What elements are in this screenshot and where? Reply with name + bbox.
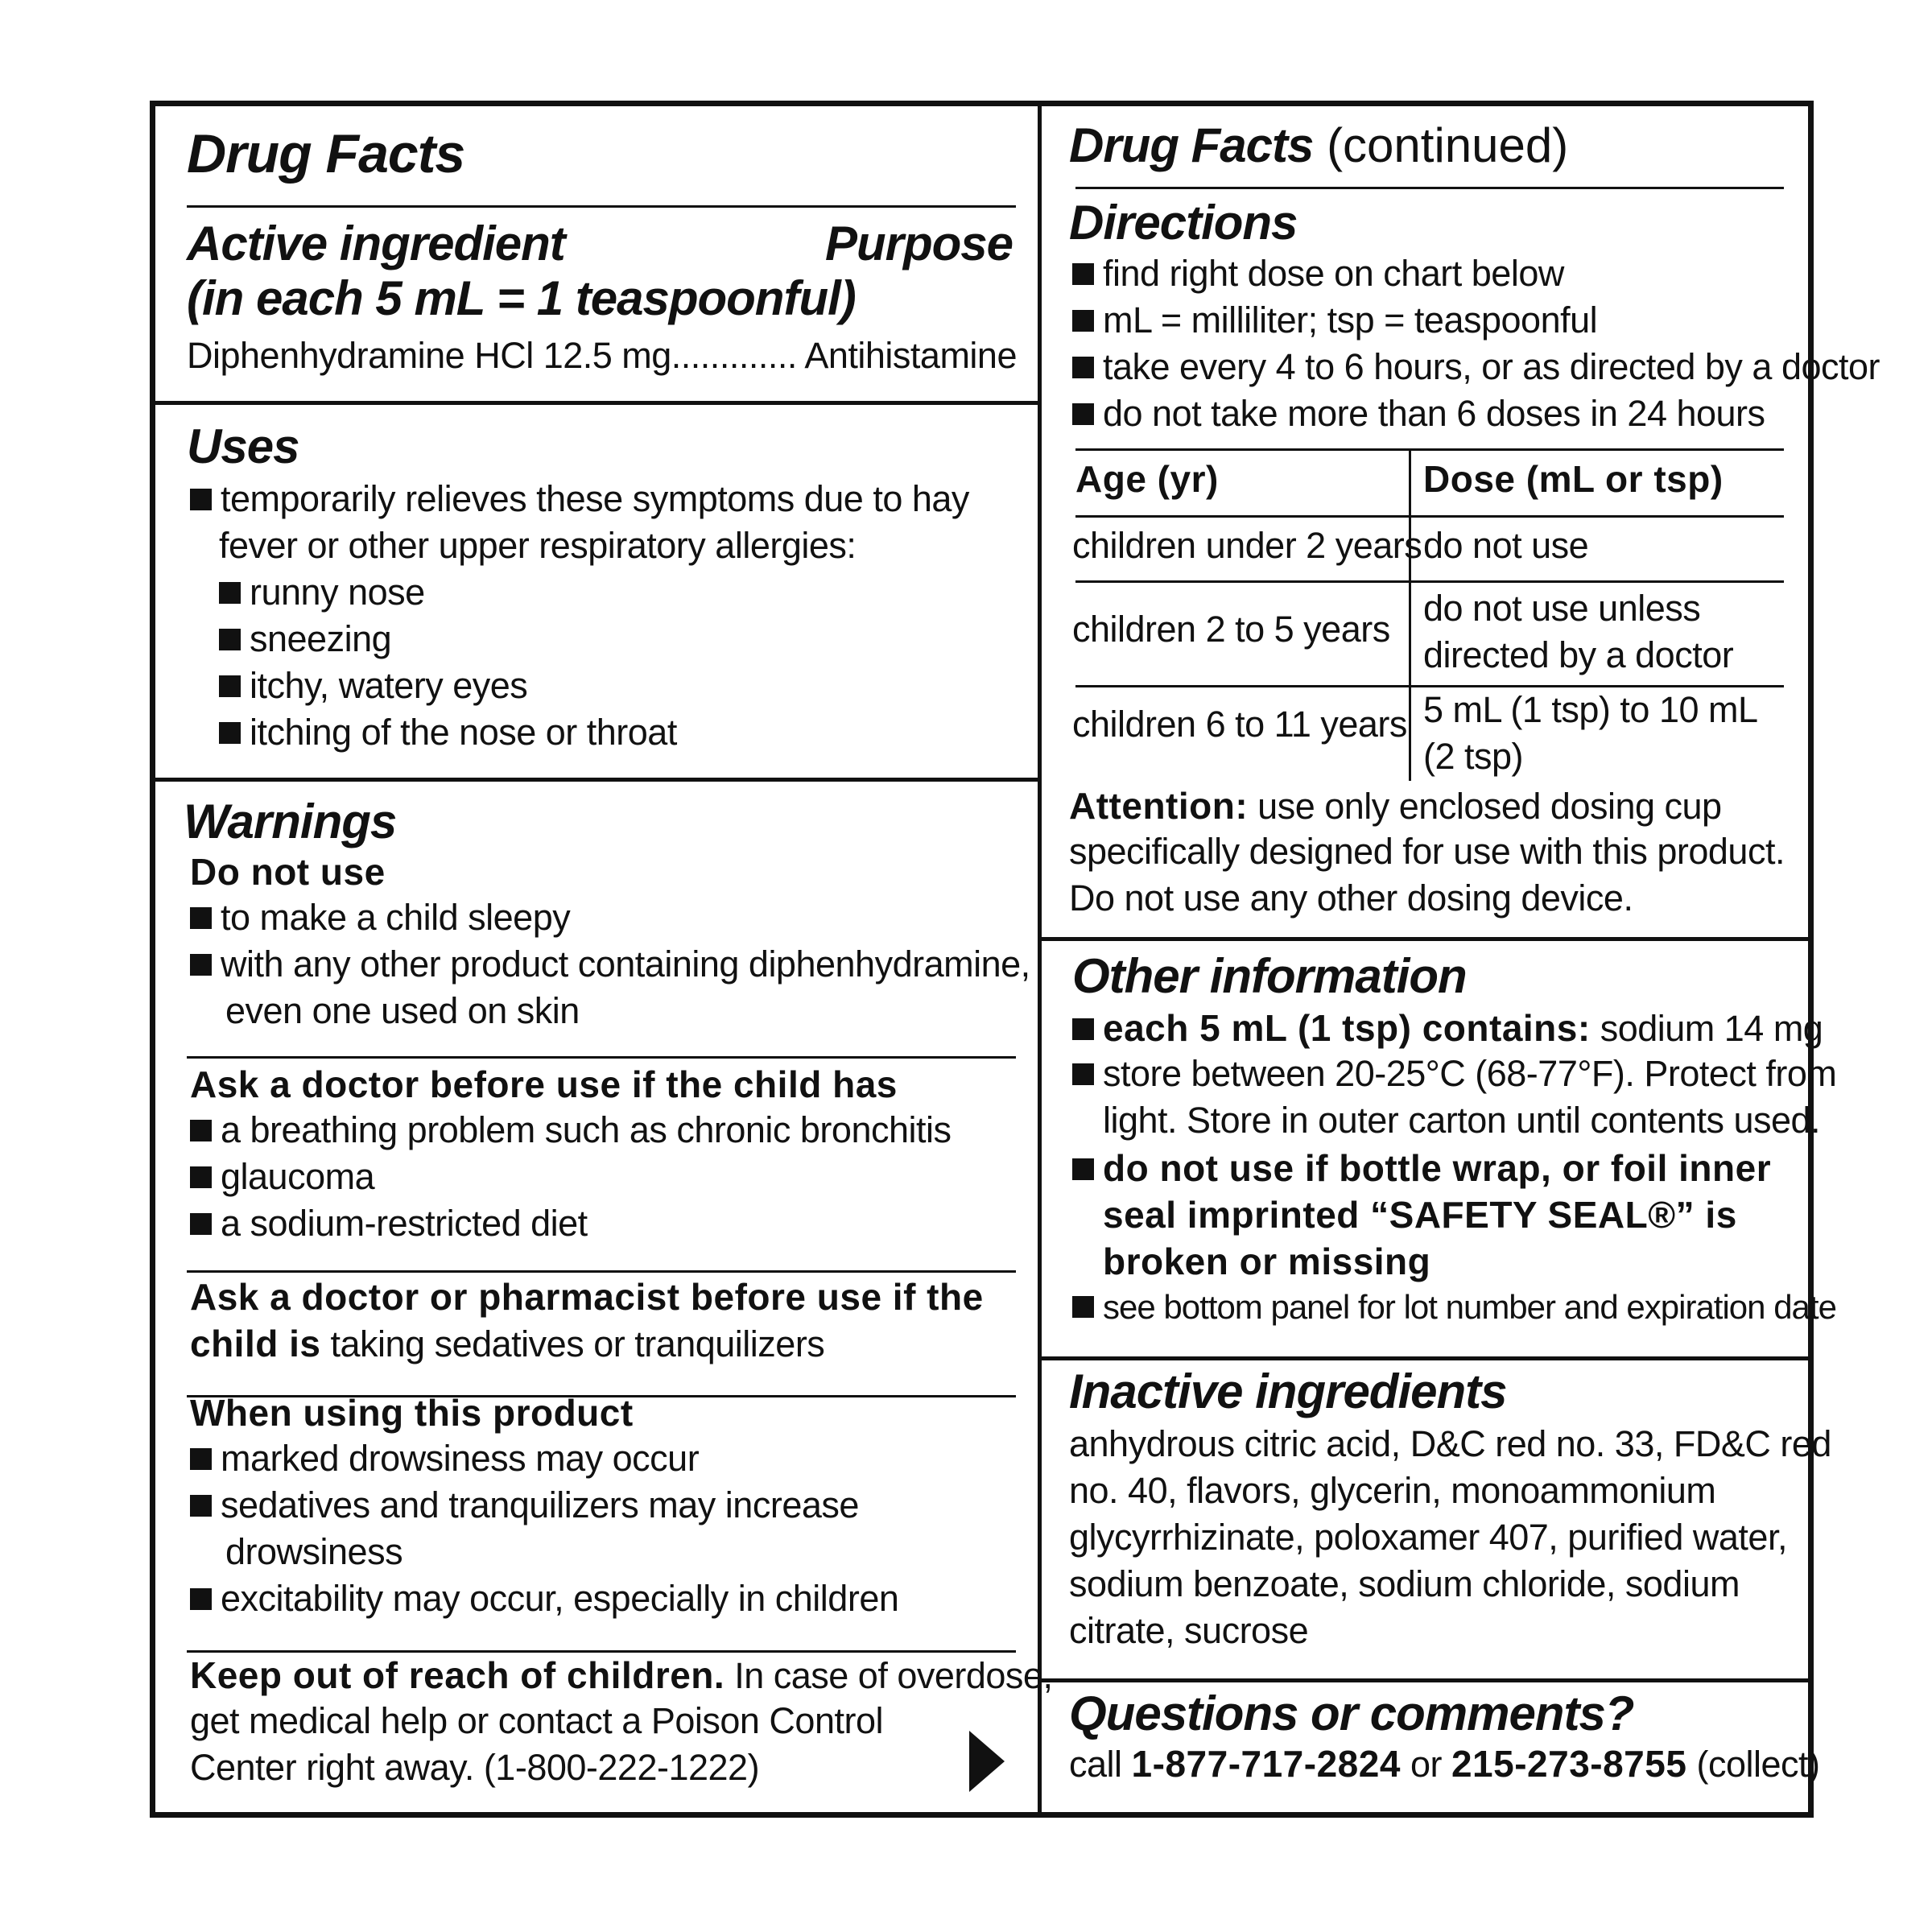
table-cell-dose: do not use xyxy=(1423,525,1589,566)
bullet-icon xyxy=(1072,1158,1094,1180)
bullet-icon xyxy=(190,1213,212,1235)
keep-out-of-reach-line: get medical help or contact a Poison Control xyxy=(190,1700,883,1741)
attention-line: Attention: use only enclosed dosing cup xyxy=(1069,785,1722,827)
list-item-continuation: light. Store in outer carton until contents used. xyxy=(1103,1100,1821,1141)
table-header-dose: Dose (mL or tsp) xyxy=(1423,458,1724,500)
list-item: itchy, watery eyes xyxy=(219,665,527,707)
divider xyxy=(187,1056,1016,1059)
bullet-icon xyxy=(190,489,212,510)
section-divider xyxy=(155,778,1038,782)
keep-out-of-reach: Keep out of reach of children. In case of overdose, xyxy=(190,1654,1053,1696)
table-header-age: Age (yr) xyxy=(1075,458,1219,500)
bullet-icon xyxy=(219,582,241,604)
list-item: sneezing xyxy=(219,618,391,660)
questions-heading: Questions or comments? xyxy=(1069,1686,1634,1740)
list-item: runny nose xyxy=(219,572,425,613)
list-item-continuation: even one used on skin xyxy=(225,990,580,1031)
list-item-continuation: broken or missing xyxy=(1103,1241,1431,1282)
warnings-heading: Warnings xyxy=(184,795,397,848)
directions-heading: Directions xyxy=(1069,196,1298,250)
bullet-icon xyxy=(190,1166,212,1188)
active-ingredient-heading: Active ingredient xyxy=(187,217,565,270)
table-cell-age: children 6 to 11 years xyxy=(1072,704,1407,745)
section-divider xyxy=(1042,1356,1808,1360)
continue-arrow-icon xyxy=(969,1731,1005,1792)
list-item: sedatives and tranquilizers may increase xyxy=(190,1484,859,1526)
table-cell-dose: directed by a doctor xyxy=(1423,634,1734,675)
section-divider xyxy=(155,401,1038,405)
inactive-ingredients-line: citrate, sucrose xyxy=(1069,1610,1309,1651)
list-item: mL = milliliter; tsp = teaspoonful xyxy=(1072,299,1597,341)
when-using-heading: When using this product xyxy=(190,1392,634,1434)
bullet-icon xyxy=(1072,263,1094,285)
divider xyxy=(1075,187,1784,189)
active-ingredient-subheading: (in each 5 mL = 1 teaspoonful) xyxy=(187,271,856,325)
bullet-icon xyxy=(219,675,241,697)
attention-line: specifically designed for use with this product. xyxy=(1069,831,1785,872)
section-divider xyxy=(1042,937,1808,941)
list-item: marked drowsiness may occur xyxy=(190,1438,699,1480)
list-item-continuation: drowsiness xyxy=(225,1531,403,1572)
ask-pharmacist-heading: Ask a doctor or pharmacist before use if the xyxy=(190,1276,984,1318)
table-divider xyxy=(1075,515,1784,518)
bullet-icon xyxy=(1072,310,1094,332)
other-information-heading: Other information xyxy=(1072,949,1467,1003)
inactive-ingredients-line: sodium benzoate, sodium chloride, sodium xyxy=(1069,1563,1740,1604)
bullet-icon xyxy=(190,1495,212,1517)
list-item: take every 4 to 6 hours, or as directed by a doctor xyxy=(1072,346,1880,388)
table-cell-age: children 2 to 5 years xyxy=(1072,609,1390,650)
divider xyxy=(1075,448,1784,451)
list-item: each 5 mL (1 tsp) contains: sodium 14 mg xyxy=(1072,1006,1823,1050)
table-cell-dose: 5 mL (1 tsp) to 10 mL xyxy=(1423,689,1758,730)
bullet-icon xyxy=(190,907,212,929)
bullet-icon xyxy=(1072,1296,1094,1318)
table-cell-age: children under 2 years xyxy=(1072,525,1422,566)
bullet-icon xyxy=(1072,403,1094,425)
list-item-continuation: seal imprinted “SAFETY SEAL®” is xyxy=(1103,1194,1737,1236)
list-item: with any other product containing diphenhydramine, xyxy=(190,943,1030,985)
inactive-ingredients-heading: Inactive ingredients xyxy=(1069,1364,1507,1418)
column-divider xyxy=(1038,101,1042,1818)
list-item: store between 20-25°C (68-77°F). Protect from xyxy=(1072,1053,1836,1095)
divider xyxy=(187,1270,1016,1273)
list-item: itching of the nose or throat xyxy=(219,712,677,753)
bullet-icon xyxy=(1072,1018,1094,1040)
list-item: do not take more than 6 doses in 24 hours xyxy=(1072,393,1765,435)
list-item: to make a child sleepy xyxy=(190,897,570,939)
attention-line: Do not use any other dosing device. xyxy=(1069,877,1633,919)
ask-pharmacist-line: child is taking sedatives or tranquilizers xyxy=(190,1323,825,1364)
list-item: temporarily relieves these symptoms due to hay xyxy=(190,478,969,520)
list-item: a sodium-restricted diet xyxy=(190,1203,588,1245)
table-divider xyxy=(1075,685,1784,687)
table-cell-dose: do not use unless xyxy=(1423,588,1701,629)
inactive-ingredients-line: glycyrrhizinate, poloxamer 407, purified water, xyxy=(1069,1517,1787,1558)
bullet-icon xyxy=(1072,357,1094,378)
list-item-continuation: fever or other upper respiratory allergies: xyxy=(219,525,857,566)
ask-doctor-heading: Ask a doctor before use if the child has xyxy=(190,1063,898,1105)
bullet-icon xyxy=(190,1448,212,1470)
table-column-divider xyxy=(1409,448,1411,781)
section-divider xyxy=(1042,1678,1808,1682)
list-item: glaucoma xyxy=(190,1156,374,1198)
phone-number: 215-273-8755 xyxy=(1451,1743,1687,1785)
list-item: excitability may occur, especially in children xyxy=(190,1578,898,1620)
inactive-ingredients-line: no. 40, flavors, glycerin, monoammonium xyxy=(1069,1470,1716,1511)
table-cell-dose: (2 tsp) xyxy=(1423,736,1524,777)
uses-heading: Uses xyxy=(187,419,299,473)
bullet-icon xyxy=(219,722,241,744)
divider xyxy=(187,1650,1016,1653)
list-item: find right dose on chart below xyxy=(1072,253,1564,295)
list-item: a breathing problem such as chronic bronchitis xyxy=(190,1109,952,1151)
bullet-icon xyxy=(219,629,241,650)
active-ingredient-line: Diphenhydramine HCl 12.5 mg............. Antihistamine xyxy=(187,335,1017,376)
phone-number: 1-877-717-2824 xyxy=(1131,1743,1401,1785)
continued-title: Drug Facts (continued) xyxy=(1069,118,1569,172)
do-not-use-heading: Do not use xyxy=(190,851,386,893)
bullet-icon xyxy=(190,1588,212,1610)
page-title: Drug Facts xyxy=(187,123,465,184)
divider xyxy=(187,205,1016,208)
bullet-icon xyxy=(190,1120,212,1141)
bullet-icon xyxy=(1072,1063,1094,1085)
list-item: do not use if bottle wrap, or foil inner xyxy=(1072,1146,1771,1190)
keep-out-of-reach-line: Center right away. (1-800-222-1222) xyxy=(190,1747,760,1788)
bullet-icon xyxy=(190,954,212,976)
contact-line: call 1-877-717-2824 or 215-273-8755 (collect) xyxy=(1069,1743,1820,1785)
table-divider xyxy=(1075,580,1784,583)
inactive-ingredients-line: anhydrous citric acid, D&C red no. 33, FD&C red xyxy=(1069,1423,1831,1464)
list-item: see bottom panel for lot number and expiration date xyxy=(1072,1288,1836,1327)
purpose-heading: Purpose xyxy=(824,217,1013,270)
